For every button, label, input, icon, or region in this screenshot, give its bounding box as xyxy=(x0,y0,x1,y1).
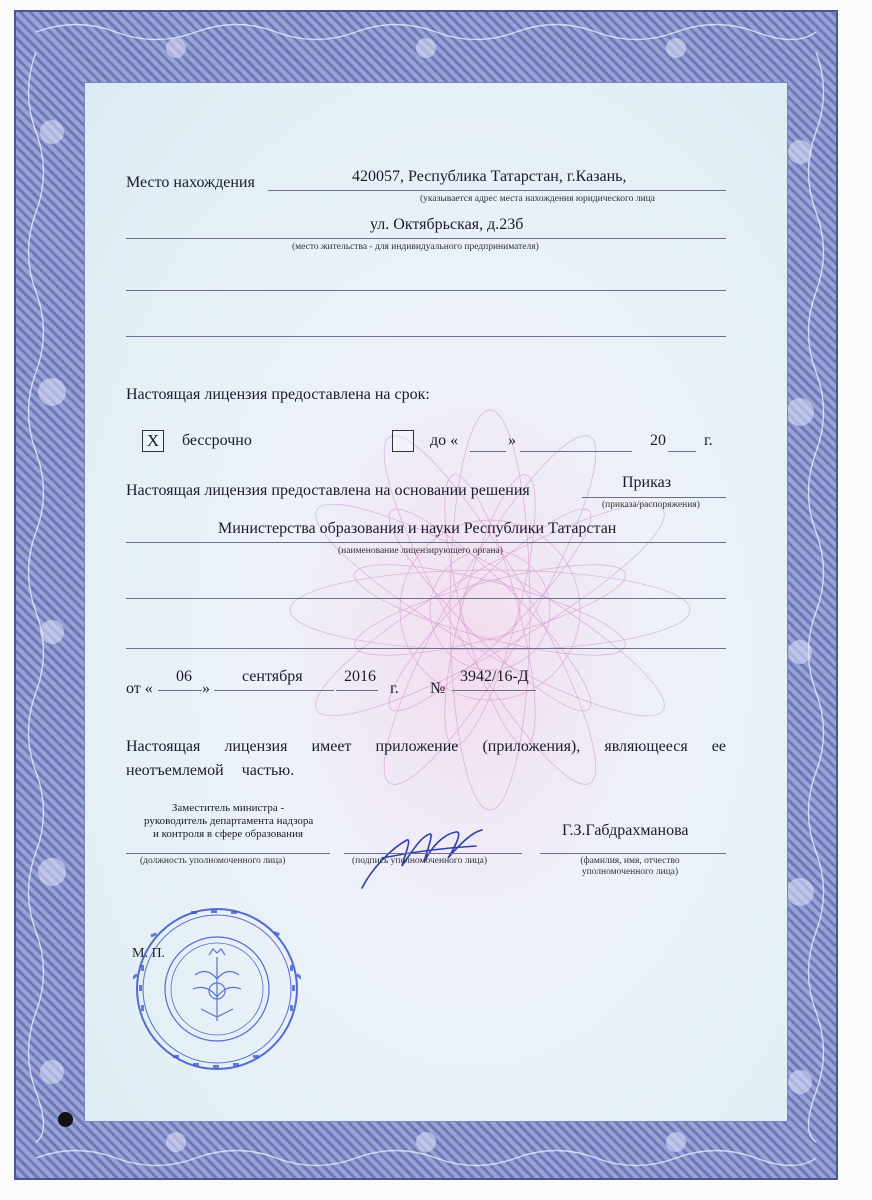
date-year-rule xyxy=(336,690,378,691)
basis-doc-rule xyxy=(582,497,726,498)
name-rule xyxy=(540,853,726,854)
signatory-position xyxy=(144,802,312,841)
address-label: Место нахождения xyxy=(126,174,255,191)
appendix-line2: неотъемлемой частью. xyxy=(126,762,295,779)
position-line1: Заместитель министра - xyxy=(171,802,285,814)
official-seal-icon xyxy=(133,905,301,1073)
basis-doc-caption: (приказа/распоряжения) xyxy=(602,500,700,510)
address-line1: 420057, Республика Татарстан, г.Казань, xyxy=(352,168,627,185)
position-caption: (должность уполномоченного лица) xyxy=(140,856,286,866)
blank-rule-1 xyxy=(126,290,726,291)
checkbox-until[interactable] xyxy=(392,430,414,452)
date-number-sign: № xyxy=(430,680,446,697)
term-month-rule xyxy=(520,451,632,452)
term-year-suffix: г. xyxy=(704,432,713,449)
position-line3: и контроля в сфере образования xyxy=(152,828,304,840)
date-from-prefix: от « xyxy=(126,680,153,697)
name-caption-line1: (фамилия, имя, отчество xyxy=(580,856,680,866)
term-year-rule xyxy=(668,451,696,452)
blank-rule-4 xyxy=(126,648,726,649)
seal-label: М. П. xyxy=(132,946,166,961)
blank-rule-3 xyxy=(126,598,726,599)
address-line2-rule xyxy=(126,238,726,239)
basis-authority: Министерства образования и науки Республики Татарстан xyxy=(218,520,617,537)
checkbox-mark: X xyxy=(146,431,160,450)
date-day: 06 xyxy=(176,668,192,685)
date-close-quote: » xyxy=(202,680,210,697)
position-rule xyxy=(126,853,330,854)
date-month: сентября xyxy=(242,668,303,685)
term-unlimited: бессрочно xyxy=(182,432,252,449)
term-until-close: » xyxy=(508,432,516,449)
signature-caption: (подпись уполномоченного лица) xyxy=(352,856,488,866)
punch-hole-mark xyxy=(58,1112,73,1127)
position-line2: руководитель департамента надзора xyxy=(144,815,314,827)
term-until-prefix: до « xyxy=(430,432,459,449)
date-number-rule xyxy=(452,690,536,691)
term-label: Настоящая лицензия предоставлена на срок: xyxy=(126,386,430,403)
address-line1-rule xyxy=(268,190,726,191)
blank-rule-2 xyxy=(126,336,726,337)
name-caption-line2: уполномоченного лица) xyxy=(581,867,679,877)
basis-doc-type: Приказ xyxy=(622,474,672,491)
date-year: 2016 xyxy=(344,668,376,685)
signatory-name: Г.З.Габдрахманова xyxy=(562,822,689,839)
date-month-rule xyxy=(214,690,334,691)
name-caption xyxy=(560,856,700,878)
term-year-prefix: 20 xyxy=(650,432,666,449)
address-caption1: (указывается адрес места нахождения юридического лица xyxy=(420,194,655,204)
basis-label: Настоящая лицензия предоставлена на основании решения xyxy=(126,482,530,499)
address-caption2: (место жительства - для индивидуального предпринимателя) xyxy=(292,242,539,252)
appendix-line1: Настоящая лицензия имеет приложение (приложения), являющееся ее xyxy=(126,738,726,755)
basis-authority-rule xyxy=(126,542,726,543)
checkbox-unlimited[interactable] xyxy=(142,430,164,452)
date-day-rule xyxy=(158,690,202,691)
date-number: 3942/16-Д xyxy=(460,668,529,685)
signature-rule xyxy=(344,853,522,854)
date-year-suffix: г. xyxy=(390,680,399,697)
term-day-rule xyxy=(470,451,506,452)
address-line2: ул. Октябрьская, д.23б xyxy=(370,216,524,233)
basis-authority-caption: (наименование лицензирующего органа) xyxy=(338,546,503,556)
